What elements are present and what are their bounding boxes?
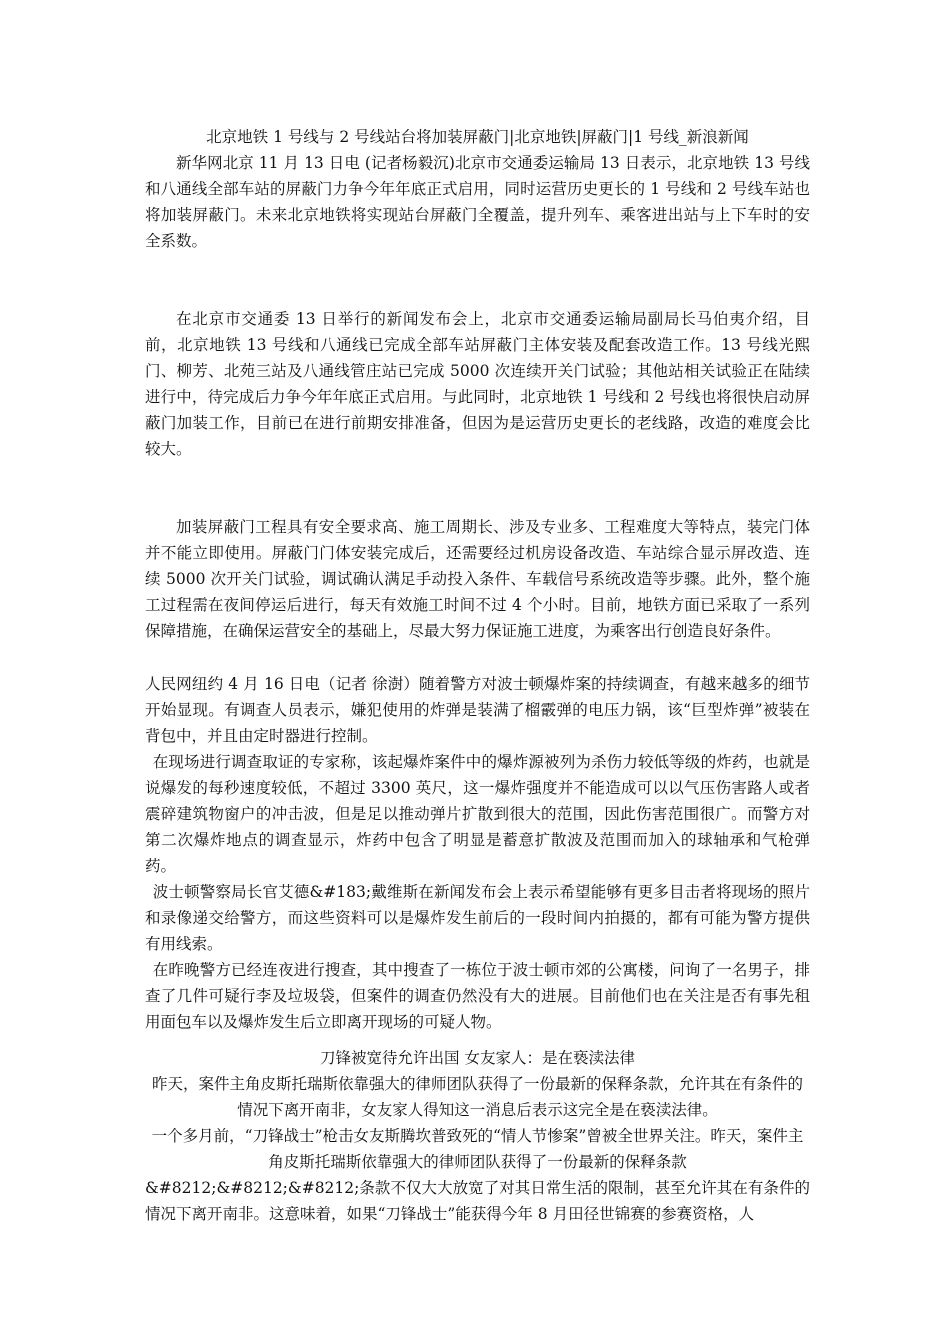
paragraph: 波士顿警察局长官艾德&#183;戴维斯在新闻发布会上表示希望能够有更多目击者将现场的照片和录像递交给警方，而这些资料可以是爆炸发生前后的一段时间内拍摄的，都有可能为警方提供有用线索。	[145, 883, 810, 953]
paragraph: 一个多月前，“刀锋战士”枪击女友斯腾坎普致死的“情人节惨案”曾被全世界关注。昨天，案件主角皮斯托瑞斯依靠强大的律师团队获得了一份最新的保释条款	[151, 1127, 804, 1171]
document-body	[145, 124, 810, 1227]
paragraph: &#8212;&#8212;&#8212;条款不仅大大放宽了对其日常生活的限制，甚至允许其在有条件的情况下离开南非。这意味着，如果“刀锋战士”能获得今年 8 月田径世锦赛的参赛资格，人	[145, 1179, 810, 1223]
paragraph: 在昨晚警方已经连夜进行搜查，其中搜查了一栋位于波士顿市郊的公寓楼，问询了一名男子，排查了几件可疑行李及垃圾袋，但案件的调查仍然没有大的进展。目前他们也在关注是否有事先租用面包车以及爆炸发生后立即离开现场的可疑人物。	[145, 961, 810, 1031]
paragraph: 在现场进行调查取证的专家称，该起爆炸案件中的爆炸源被列为杀伤力较低等级的炸药，也就是说爆发的每秒速度较低，不超过 3300 英尺，这一爆炸强度并不能造成可以以气压伤害路人或者震碎建筑物窗户的冲击波，但是足以推动弹片扩散到很大的范围，因此伤害范围很广。而警方对第二次爆炸地点的调查显示，炸药中包含了明显是蓄意扩散波及范围而加入的球轴承和气枪弹药。	[145, 753, 810, 875]
article-title-blade-runner: 刀锋被宽待允许出国 女友家人：是在亵渎法律	[320, 1049, 635, 1067]
paragraph: 在北京市交通委 13 日举行的新闻发布会上，北京市交通委运输局副局长马伯夷介绍，目前，北京地铁 13 号线和八通线已完成全部车站屏蔽门主体安装及配套改造工作。13 号线光熙门、柳芳、北苑三站及八通线管庄站已完成 5000 次连续开关门试验；其他站相关试验正在陆续进行中，待完成后力争今年年底正式启用。与此同时，北京地铁 1 号线和 2 号线也将很快启动屏蔽门加装工作，目前已在进行前期安排准备，但因为是运营历史更长的老线路，改造的难度会比较大。	[145, 310, 810, 458]
paragraph: 昨天，案件主角皮斯托瑞斯依靠强大的律师团队获得了一份最新的保释条款，允许其在有条件的情况下离开南非，女友家人得知这一消息后表示这完全是在亵渎法律。	[151, 1075, 803, 1119]
article-title-subway: 北京地铁 1 号线与 2 号线站台将加装屏蔽门|北京地铁|屏蔽门|1 号线_新浪新闻	[206, 128, 749, 146]
paragraph: 新华网北京 11 月 13 日电 (记者杨毅沉)北京市交通委运输局 13 日表示，北京地铁 13 号线和八通线全部车站的屏蔽门力争今年年底正式启用，同时运营历史更长的 1 号线和 2 号线车站也将加装屏蔽门。未来北京地铁将实现站台屏蔽门全覆盖，提升列车、乘客进出站与上下车时的安全系数。	[145, 154, 810, 250]
paragraph: 人民网纽约 4 月 16 日电（记者 徐澍）随着警方对波士顿爆炸案的持续调查，有越来越多的细节开始显现。有调查人员表示，嫌犯使用的炸弹是装满了榴霰弹的电压力锅，该“巨型炸弹”被装在背包中，并且由定时器进行控制。	[145, 675, 810, 745]
paragraph: 加装屏蔽门工程具有安全要求高、施工周期长、涉及专业多、工程难度大等特点，装完门体并不能立即使用。屏蔽门门体安装完成后，还需要经过机房设备改造、车站综合显示屏改造、连续 5000 次开关门试验，调试确认满足手动投入条件、车载信号系统改造等步骤。此外，整个施工过程需在夜间停运后进行，每天有效施工时间不过 4 个小时。目前，地铁方面已采取了一系列保障措施，在确保运营安全的基础上，尽最大努力保证施工进度，为乘客出行创造良好条件。	[145, 518, 810, 640]
